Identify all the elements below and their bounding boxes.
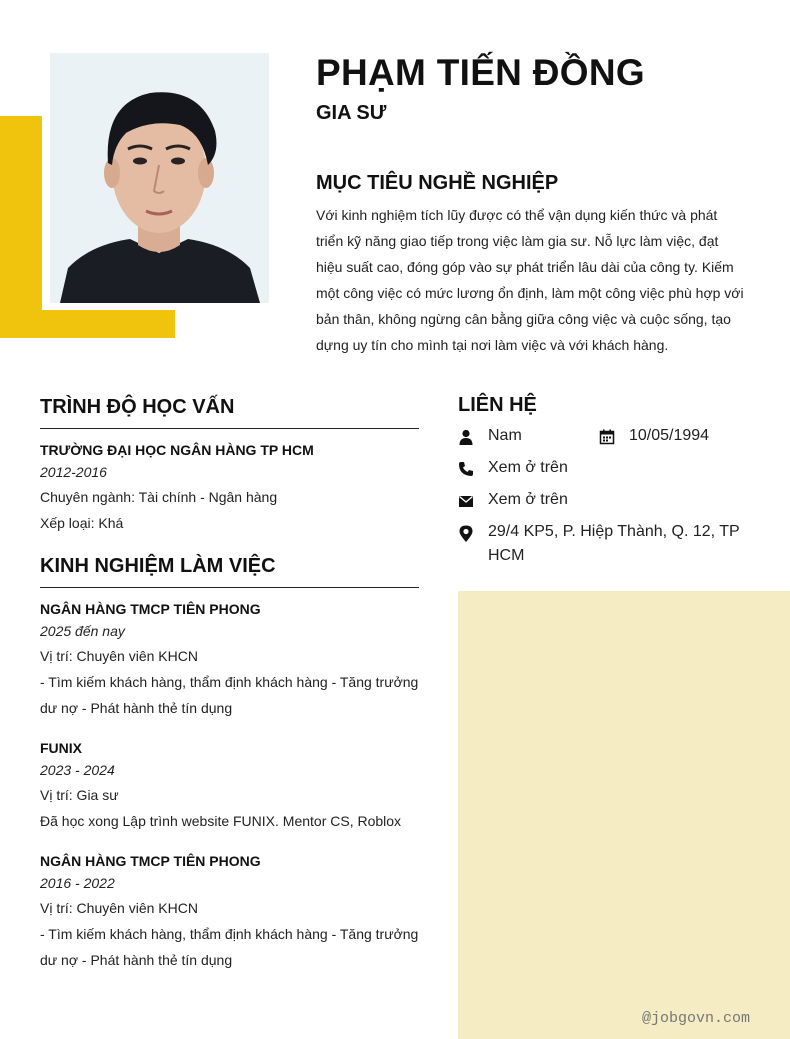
contact-email: Xem ở trên bbox=[488, 491, 568, 508]
education-grade: Xếp loại: Khá bbox=[40, 515, 124, 531]
objective-title: MỤC TIÊU NGHỀ NGHIỆP bbox=[316, 172, 559, 194]
experience-title: KINH NGHIỆM LÀM VIỆC bbox=[40, 555, 419, 588]
education-major: Chuyên ngành: Tài chính - Ngân hàng bbox=[40, 489, 278, 505]
contact-address: 29/4 KP5, P. Hiệp Thành, Q. 12, TP HCM bbox=[488, 523, 740, 564]
envelope-icon bbox=[458, 493, 474, 509]
contact-title: LIÊN HỆ bbox=[458, 394, 537, 416]
contact-gender: Nam bbox=[488, 427, 522, 444]
phone-icon bbox=[458, 461, 474, 477]
experience-period: 2023 - 2024 bbox=[40, 762, 115, 778]
experience-item bbox=[40, 738, 419, 834]
job-title: GIA SƯ bbox=[316, 102, 387, 124]
experience-position: Vị trí: Chuyên viên KHCN bbox=[40, 900, 198, 916]
profile-photo bbox=[50, 53, 269, 303]
experience-item bbox=[40, 599, 419, 721]
watermark: @jobgovn.com bbox=[641, 1010, 750, 1027]
experience-description: - Tìm kiếm khách hàng, thẩm định khách hàng - Tăng trưởng dư nợ - Phát hành thẻ tín dụng bbox=[40, 674, 419, 716]
school-name: TRƯỜNG ĐẠI HỌC NGÂN HÀNG TP HCM bbox=[40, 442, 314, 458]
candidate-name: PHẠM TIẾN ĐỒNG bbox=[316, 52, 645, 93]
experience-position: Vị trí: Gia sư bbox=[40, 787, 119, 803]
contact-birthday: 10/05/1994 bbox=[629, 427, 710, 444]
portrait-illustration bbox=[50, 53, 269, 303]
objective-text: Với kinh nghiệm tích lũy được có thể vận dụng kiến thức và phát triển kỹ năng giao tiếp trong việc làm gia sư. Nỗ lực làm việc, đạt hiệu suất cao, đóng góp vào sự phát triển lâu dài của công ty. Kiếm một công việc có mức lương ổn định, làm một công việc phù hợp với bản thân, không ngừng cân bằng giữa công việc và cuộc sống, tạo dựng uy tín cho mình tại nơi làm việc và với khách hàng. bbox=[316, 207, 744, 353]
education-title: TRÌNH ĐỘ HỌC VẤN bbox=[40, 396, 419, 429]
company-name: NGÂN HÀNG TMCP TIÊN PHONG bbox=[40, 853, 261, 869]
accent-bar-horizontal bbox=[0, 310, 175, 338]
location-pin-icon bbox=[458, 525, 474, 541]
experience-item bbox=[40, 851, 419, 973]
company-name: FUNIX bbox=[40, 740, 82, 756]
contact-phone: Xem ở trên bbox=[488, 459, 568, 476]
accent-bar-vertical bbox=[0, 116, 42, 338]
experience-period: 2016 - 2022 bbox=[40, 875, 115, 891]
experience-period: 2025 đến nay bbox=[40, 623, 125, 639]
decorative-panel bbox=[458, 591, 790, 1039]
experience-position: Vị trí: Chuyên viên KHCN bbox=[40, 648, 198, 664]
calendar-icon bbox=[599, 429, 615, 445]
education-period: 2012-2016 bbox=[40, 464, 107, 480]
experience-description: Đã học xong Lập trình website FUNIX. Mentor CS, Roblox bbox=[40, 813, 402, 829]
company-name: NGÂN HÀNG TMCP TIÊN PHONG bbox=[40, 601, 261, 617]
person-icon bbox=[458, 429, 474, 445]
experience-description: - Tìm kiếm khách hàng, thẩm định khách hàng - Tăng trưởng dư nợ - Phát hành thẻ tín dụng bbox=[40, 926, 419, 968]
education-entry bbox=[40, 440, 419, 536]
